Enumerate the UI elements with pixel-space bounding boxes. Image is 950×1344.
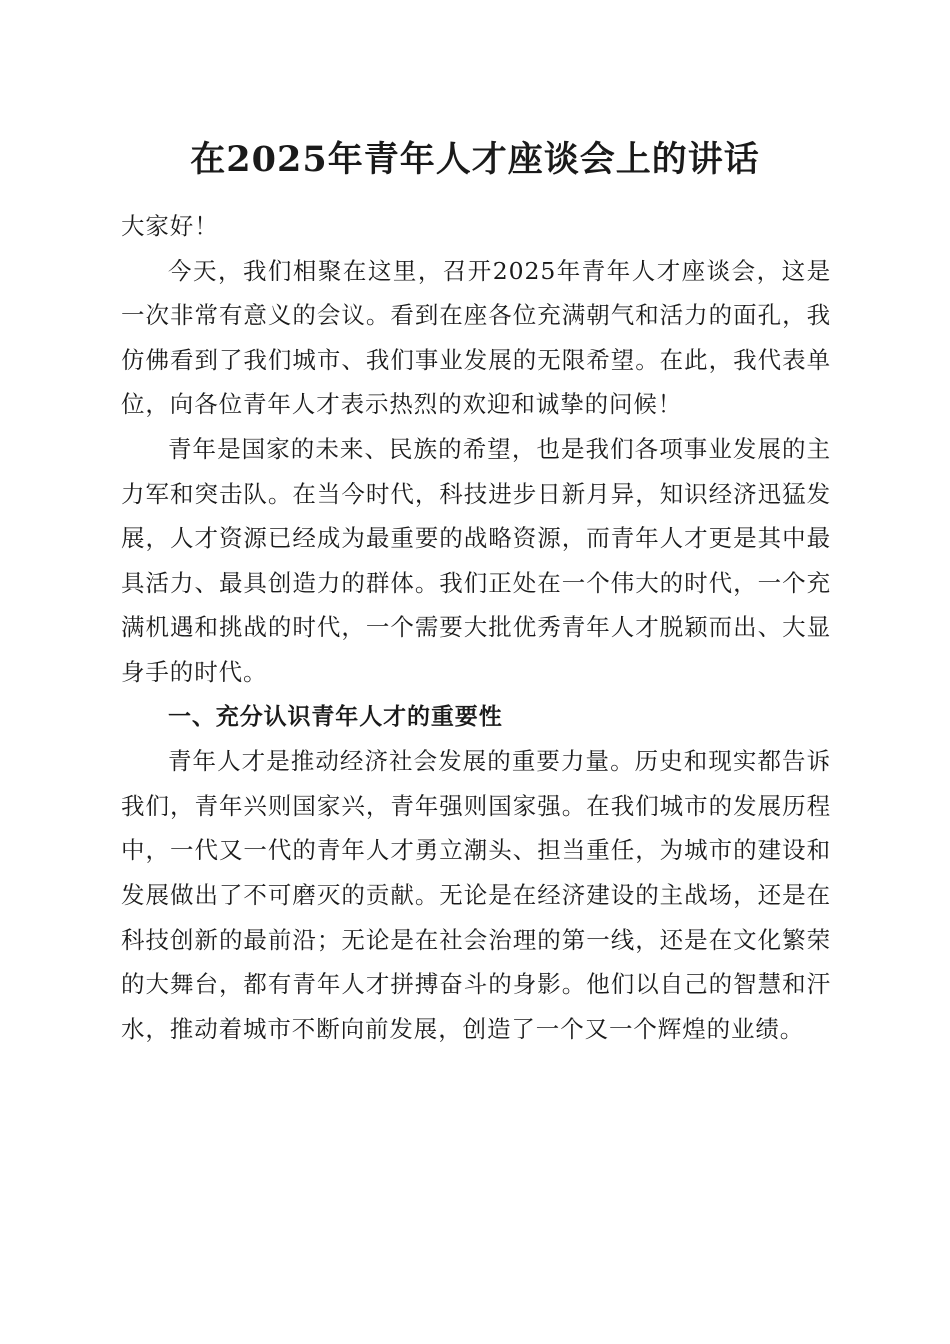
paragraph-youth-future: 青年是国家的未来、民族的希望，也是我们各项事业发展的主力军和突击队。在当今时代，科技进步日新月异，知识经济迅猛发展，人才资源已经成为最重要的战略资源，而青年人才更是其中最具活力、最具创造力的群体。我们正处在一个伟大的时代，一个充满机遇和挑战的时代，一个需要大批优秀青年人才脱颖而出、大显身手的时代。 bbox=[121, 434, 831, 686]
section-heading-1: 一、充分认识青年人才的重要性 bbox=[168, 703, 503, 730]
document-body bbox=[121, 204, 831, 1051]
document-title: 在2025年青年人才座谈会上的讲话 bbox=[190, 139, 760, 180]
greeting: 大家好！ bbox=[121, 212, 219, 240]
paragraph-opening: 今天，我们相聚在这里，召开2025年青年人才座谈会，这是一次非常有意义的会议。看到在座各位充满朝气和活力的面孔，我仿佛看到了我们城市、我们事业发展的无限希望。在此，我代表单位，向各位青年人才表示热烈的欢迎和诚挚的问候！ bbox=[121, 256, 831, 419]
section-1-paragraph: 青年人才是推动经济社会发展的重要力量。历史和现实都告诉我们，青年兴则国家兴，青年强则国家强。在我们城市的发展历程中，一代又一代的青年人才勇立潮头、担当重任，为城市的建设和发展做出了不可磨灭的贡献。无论是在经济建设的主战场，还是在科技创新的最前沿；无论是在社会治理的第一线，还是在文化繁荣的大舞台，都有青年人才拼搏奋斗的身影。他们以自己的智慧和汗水，推动着城市不断向前发展，创造了一个又一个辉煌的业绩。 bbox=[121, 747, 831, 1043]
